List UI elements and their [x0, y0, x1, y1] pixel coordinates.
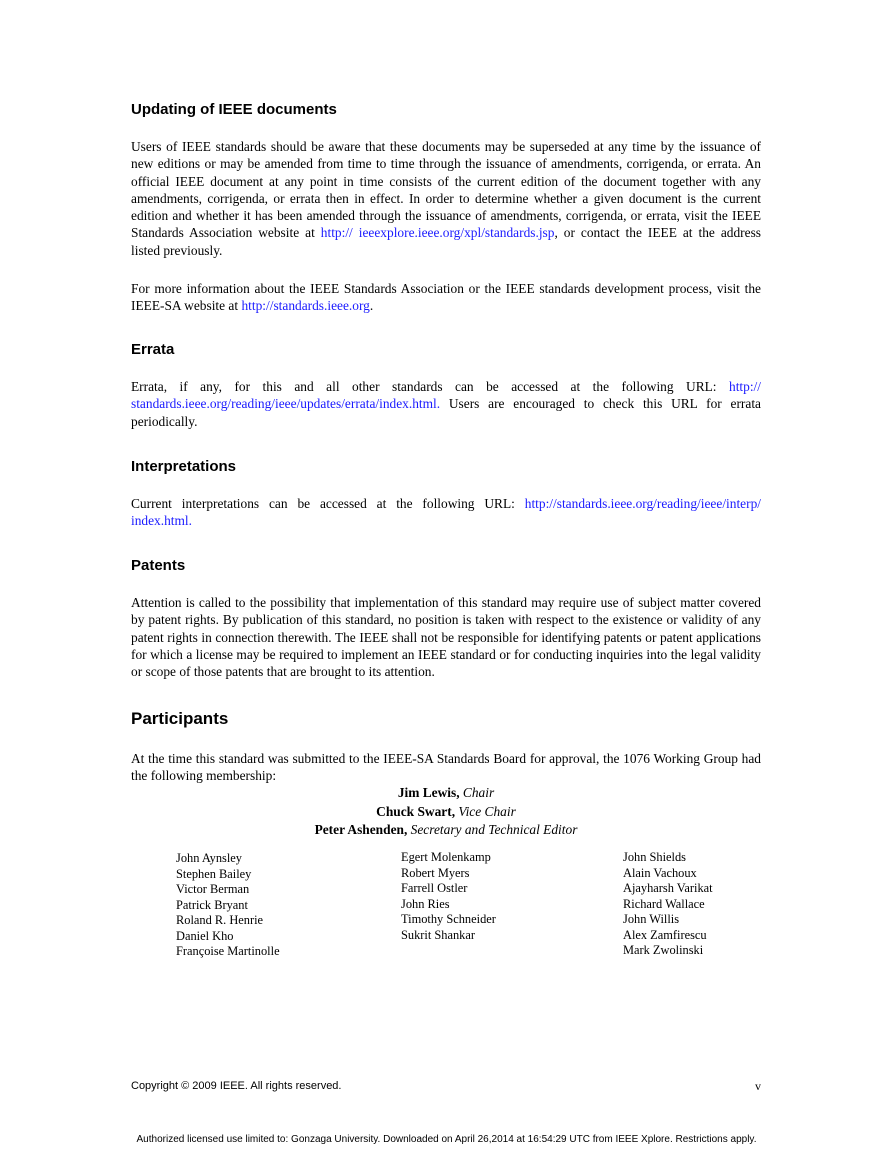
paragraph-errata	[131, 378, 761, 430]
member-name: Françoise Martinolle	[176, 944, 280, 958]
member-name: Ajayharsh Varikat	[623, 881, 713, 895]
paragraph-more-info	[131, 280, 761, 315]
member-name: Egert Molenkamp	[401, 850, 491, 864]
members-column-3	[623, 850, 713, 959]
license-notice: Authorized licensed use limited to: Gonzaga University. Downloaded on April 26,2014 at 16:54:29 UTC from IEEE Xplore. Restrictions apply.	[136, 1134, 757, 1145]
standards-jsp-link[interactable]: http:// ieeexplore.ieee.org/xpl/standards.jsp	[320, 225, 555, 241]
members-column-2	[401, 850, 496, 943]
member-name: Robert Myers	[401, 865, 470, 880]
page-footer	[131, 1079, 761, 1093]
officer-secretary: Peter Ashenden, Secretary and Technical Editor	[314, 822, 578, 837]
officers-block	[131, 784, 761, 840]
member-name: Alex Zamfirescu	[623, 927, 707, 942]
paragraph-text: Users of IEEE standards should be aware that these documents may be superseded at any time by the issuance of new editions or may be amended from time to time through the issuance of amendments, corrigenda, or errata. An official IEEE document at any point in time consists of the current edition of the document together with any amendments, corrigenda, or errata then in effect. In order to determine whether a given document is the current edition and whether it has been amended through the issuance of amendments, corrigenda, or errata, visit the IEEE Standards Association website at	[131, 139, 761, 241]
member-name: Richard Wallace	[623, 896, 705, 911]
paragraph-tail: , or contact the IEEE at the address listed previously.	[131, 225, 761, 258]
member-name: Alain Vachoux	[623, 865, 697, 880]
heading-patents: Patents	[131, 557, 186, 574]
heading-updating: Updating of IEEE documents	[131, 101, 337, 118]
heading-interpretations: Interpretations	[131, 458, 237, 475]
paragraph-tail: Users are encouraged to check this URL for errata periodically.	[131, 396, 761, 429]
paragraph-text: For more information about the IEEE Standards Association or the IEEE standards development process, visit the IEEE-SA website at	[131, 281, 761, 314]
paragraph-interpretations	[131, 495, 761, 530]
member-name: Daniel Kho	[176, 928, 234, 943]
heading-errata: Errata	[131, 341, 175, 358]
officer-vice-chair: Chuck Swart, Vice Chair	[376, 803, 516, 819]
paragraph-text: Errata, if any, for this and all other standards can be accessed at the following URL:	[131, 379, 729, 394]
member-name: Farrell Ostler	[401, 881, 468, 895]
member-name: Stephen Bailey	[176, 866, 252, 881]
member-name: Patrick Bryant	[176, 897, 248, 912]
members-column-1	[176, 851, 280, 960]
paragraph-patents: Attention is called to the possibility that implementation of this standard may require use of subject matter covered by patent rights. By publication of this standard, no position is taken with respect to the existence or validity of any patent rights in connection therewith. The IEEE shall not be responsible for identifying patents or patent applications for which a license may be required to implement an IEEE standard or for conducting inquiries into the legal validity or scope of those patents that are brought to its attention.	[131, 595, 761, 680]
paragraph-updating	[131, 138, 761, 259]
member-name: Sukrit Shankar	[401, 927, 475, 942]
member-name: Roland R. Henrie	[176, 913, 264, 927]
member-name: John Shields	[623, 850, 686, 864]
member-name: Timothy Schneider	[401, 912, 496, 926]
paragraph-tail: .	[369, 298, 374, 314]
paragraph-text: Current interpretations can be accessed at the following URL:	[131, 496, 525, 511]
member-name: John Aynsley	[176, 851, 242, 865]
page-number: v	[755, 1079, 761, 1093]
copyright-notice: Copyright © 2009 IEEE. All rights reserved.	[131, 1080, 342, 1092]
member-name: Victor Berman	[176, 882, 250, 896]
interpretations-link[interactable]: http://standards.ieee.org/reading/ieee/interp/ index.html.	[131, 496, 761, 529]
member-name: John Ries	[401, 896, 450, 911]
officer-chair: Jim Lewis, Chair	[397, 785, 495, 800]
errata-link[interactable]: http:// standards.ieee.org/reading/ieee/updates/errata/index.html.	[131, 379, 761, 412]
member-name: Mark Zwolinski	[623, 943, 704, 957]
paragraph-participants-intro: At the time this standard was submitted to the IEEE-SA Standards Board for approval, the 1076 Working Group had the following membership:	[131, 751, 761, 784]
heading-participants: Participants	[131, 709, 229, 728]
ieee-sa-website-link[interactable]: http://standards.ieee.org	[241, 298, 370, 314]
member-name: John Willis	[623, 912, 680, 926]
